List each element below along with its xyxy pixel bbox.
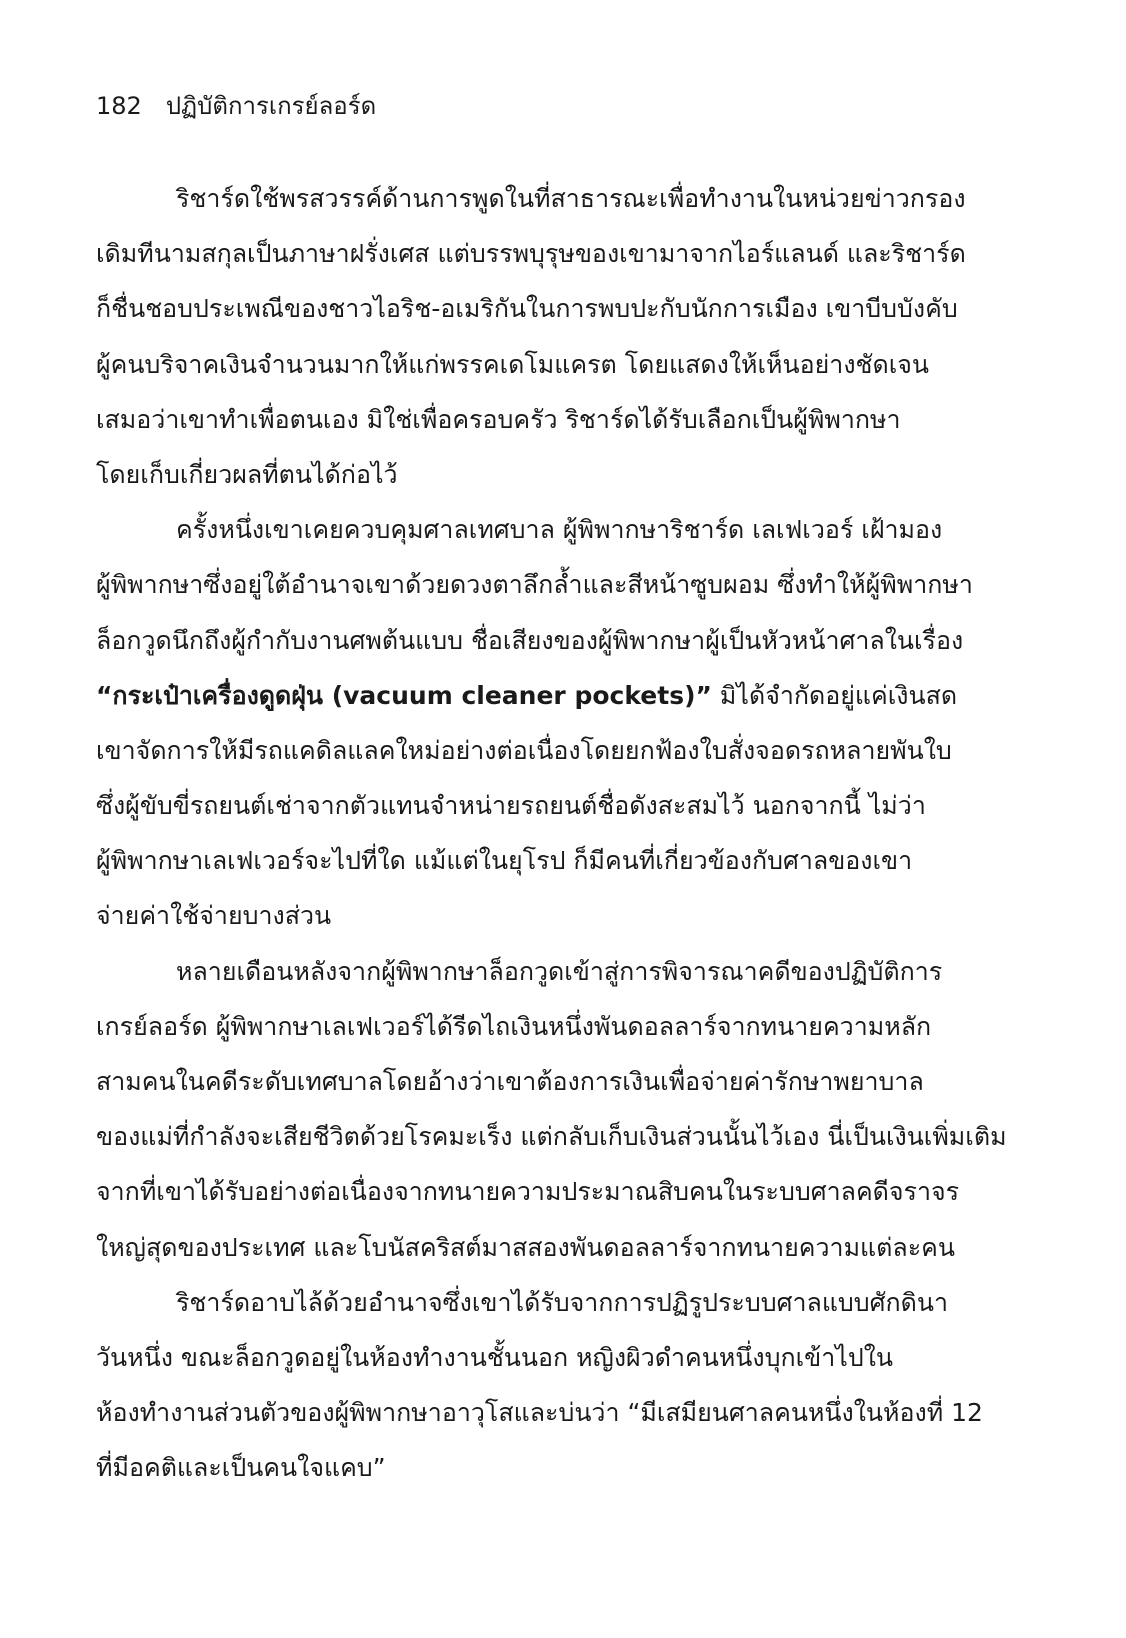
text-line: จ่ายค่าใช้จ่ายบางส่วน: [96, 901, 332, 931]
text-line: ผู้คนบริจาคเงินจำนวนมากให้แก่พรรคเดโมแครต โดยแสดงให้เห็นอย่างชัดเจน: [96, 349, 930, 379]
text-line: ที่มีอคติและเป็นคนใจแคบ”: [96, 1453, 386, 1483]
text-line: เดิมทีนามสกุลเป็นภาษาฝรั่งเศส แต่บรรพบุรุษของเขามาจากไอร์แลนด์ และริชาร์ด: [96, 239, 966, 269]
text-line: เกรย์ลอร์ด ผู้พิพากษาเลเฟเวอร์ได้รีดไถเงินหนึ่งพันดอลลาร์จากทนายความหลัก: [96, 1011, 932, 1041]
text-line: จากที่เขาได้รับอย่างต่อเนื่องจากทนายความประมาณสิบคนในระบบศาลคดีจราจร: [96, 1177, 960, 1207]
text-line: ล็อกวูดนึกถึงผู้กำกับงานศพต้นแบบ ชื่อเสียงของผู้พิพากษาผู้เป็นหัวหน้าศาลในเรื่อง: [96, 625, 964, 655]
text-line: ริชาร์ดอาบไล้ด้วยอำนาจซึ่งเขาได้รับจากการปฏิรูประบบศาลแบบศักดินา: [176, 1287, 949, 1317]
text-line: ซึ่งผู้ขับขี่รถยนต์เช่าจากตัวแทนจำหน่ายรถยนต์ชื่อดังสะสมไว้ นอกจากนี้ ไม่ว่า: [96, 791, 926, 821]
text-line: ของแม่ที่กำลังจะเสียชีวิตด้วยโรคมะเร็ง แต่กลับเก็บเงินส่วนนั้นไว้เอง นี่เป็นเงินเพิ่มเติม: [96, 1122, 1007, 1152]
text-line: ใหญ่สุดของประเทศ และโบนัสคริสต์มาสสองพันดอลลาร์จากทนายความแต่ละคน: [96, 1232, 955, 1262]
text-line: วันหนึ่ง ขณะล็อกวูดอยู่ในห้องทำงานชั้นนอก หญิงผิวดำคนหนึ่งบุกเข้าไปใน: [96, 1342, 894, 1372]
running-header: [96, 88, 376, 124]
text-line: เขาจัดการให้มีรถแคดิลแลคใหม่อย่างต่อเนื่องโดยยกฟ้องใบสั่งจอดรถหลายพันใบ: [96, 735, 952, 765]
bold-phrase: “กระเป๋าเครื่องดูดฝุ่น (vacuum cleaner pockets)”: [96, 680, 712, 710]
text-line: เสมอว่าเขาทำเพื่อตนเอง มิใช่เพื่อครอบครัว ริชาร์ดได้รับเลือกเป็นผู้พิพากษา: [96, 404, 901, 434]
text-line: สามคนในคดีระดับเทศบาลโดยอ้างว่าเขาต้องการเงินเพื่อจ่ายค่ารักษาพยาบาล: [96, 1067, 924, 1096]
text-line: ครั้งหนึ่งเขาเคยควบคุมศาลเทศบาล ผู้พิพากษาริชาร์ด เลเฟเวอร์ เฝ้ามอง: [176, 515, 943, 545]
line-text: มิได้จำกัดอยู่แค่เงินสด: [711, 680, 958, 710]
body-text: [96, 171, 1010, 1496]
text-line: ก็ชื่นชอบประเพณีของชาวไอริช-อเมริกันในการพบปะกับนักการเมือง เขาบีบบังคับ: [96, 294, 958, 324]
book-title: ปฏิบัติการเกรย์ลอร์ด: [165, 92, 377, 120]
text-line: ผู้พิพากษาเลเฟเวอร์จะไปที่ใด แม้แต่ในยุโรป ก็มีคนที่เกี่ยวข้องกับศาลของเขา: [96, 846, 913, 876]
text-line: ริชาร์ดใช้พรสวรรค์ด้านการพูดในที่สาธารณะเพื่อทำงานในหน่วยข่าวกรอง: [176, 184, 966, 213]
text-line: หลายเดือนหลังจากผู้พิพากษาล็อกวูดเข้าสู่การพิจารณาคดีของปฏิบัติการ: [176, 956, 943, 986]
text-line: ห้องทำงานส่วนตัวของผู้พิพากษาอาวุโสและบ่นว่า “มีเสมียนศาลคนหนึ่งในห้องที่ 12: [96, 1398, 983, 1428]
page-number: 182: [96, 92, 142, 120]
text-line: ผู้พิพากษาซึ่งอยู่ใต้อำนาจเขาด้วยดวงตาลึกล้ำและสีหน้าซูบผอม ซึ่งทำให้ผู้พิพากษา: [96, 570, 973, 600]
text-line: โดยเก็บเกี่ยวผลที่ตนได้ก่อไว้: [96, 459, 398, 489]
text-line: [96, 668, 1010, 723]
